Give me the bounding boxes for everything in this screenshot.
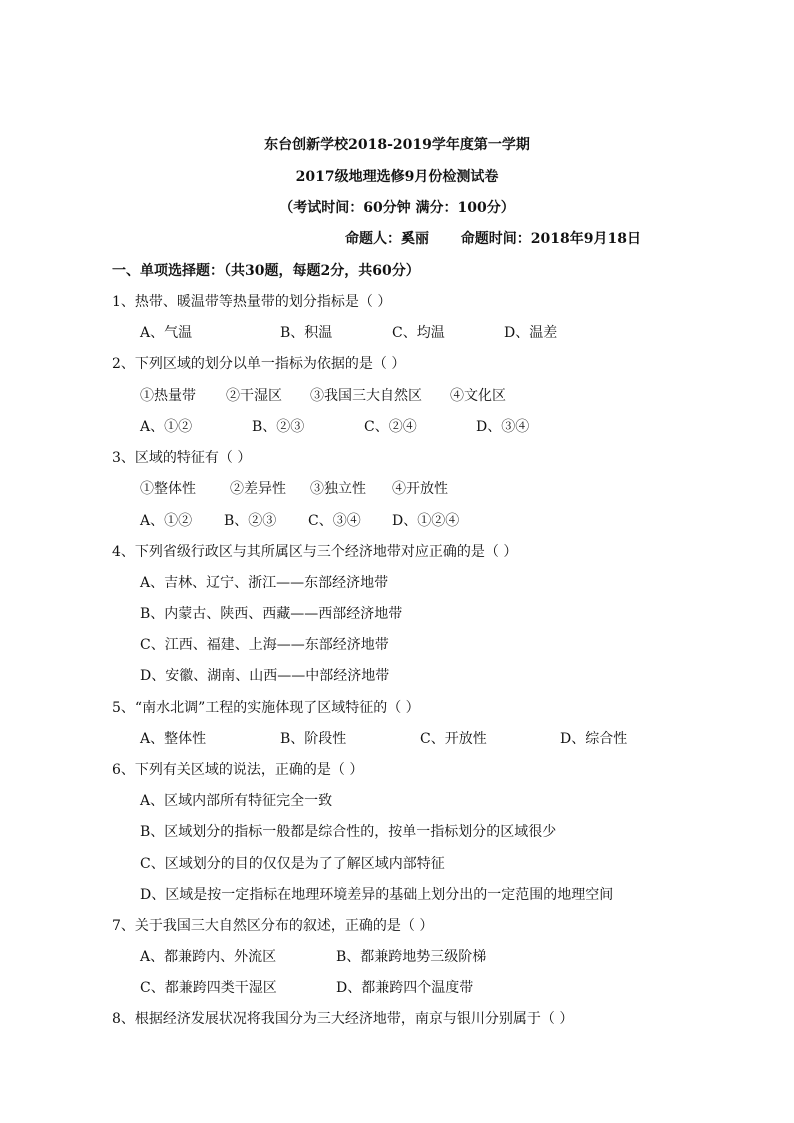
question-stem: 4、下列省级行政区与其所属区与三个经济地带对应正确的是（ ） bbox=[112, 544, 518, 560]
question-stem: 8、根据经济发展状况将我国分为三大经济地带，南京与银川分别属于（ ） bbox=[112, 1011, 574, 1027]
option: A、区域内部所有特征完全一致 bbox=[140, 793, 333, 809]
option: A、都兼跨内、外流区 bbox=[140, 949, 277, 965]
question-stem: 2、下列区域的划分以单一指标为依据的是（ ） bbox=[112, 356, 406, 372]
option: A、气温 bbox=[140, 325, 193, 341]
option: B、积温 bbox=[280, 325, 333, 341]
option: C、开放性 bbox=[420, 731, 487, 747]
statement-item: ④文化区 bbox=[450, 388, 506, 404]
option: C、均温 bbox=[392, 325, 445, 341]
option: B、区域划分的指标一般都是综合性的，按单一指标划分的区域很少 bbox=[140, 824, 557, 840]
option: D、都兼跨四个温度带 bbox=[336, 980, 474, 996]
school-title: 东台创新学校2018-2019学年度第一学期 bbox=[264, 137, 530, 153]
option: D、温差 bbox=[504, 325, 558, 341]
option: B、②③ bbox=[252, 419, 305, 435]
option: C、区域划分的目的仅仅是为了了解区域内部特征 bbox=[140, 856, 445, 872]
statement-item: ②干湿区 bbox=[226, 388, 282, 404]
option: D、安徽、湖南、山西——中部经济地带 bbox=[140, 668, 390, 684]
option: B、都兼跨地势三级阶梯 bbox=[336, 949, 487, 965]
author: 命题人：奚丽 bbox=[345, 231, 429, 247]
option: D、③④ bbox=[476, 419, 530, 435]
question-stem: 5、“南水北调”工程的实施体现了区域特征的（ ） bbox=[112, 700, 420, 716]
statement-item: ③我国三大自然区 bbox=[310, 388, 422, 404]
option: C、都兼跨四类干湿区 bbox=[140, 980, 277, 996]
exam-info: （考试时间：60分钟 满分：100分） bbox=[279, 200, 515, 216]
option: D、区域是按一定指标在地理环境差异的基础上划分出的一定范围的地理空间 bbox=[140, 887, 614, 903]
statement-item: ①整体性 bbox=[140, 481, 196, 497]
option: C、江西、福建、上海——东部经济地带 bbox=[140, 637, 389, 653]
option: A、①② bbox=[140, 419, 193, 435]
date: 命题时间：2018年9月18日 bbox=[460, 231, 641, 247]
statement-item: ④开放性 bbox=[392, 481, 448, 497]
option: A、整体性 bbox=[140, 731, 207, 747]
option: B、阶段性 bbox=[280, 731, 347, 747]
exam-meta bbox=[345, 228, 641, 248]
option: C、②④ bbox=[364, 419, 417, 435]
question-stem: 7、关于我国三大自然区分布的叙述，正确的是（ ） bbox=[112, 918, 434, 934]
question-stem: 1、热带、暖温带等热量带的划分指标是（ ） bbox=[112, 294, 392, 310]
option: A、①② bbox=[140, 513, 193, 529]
statement-item: ③独立性 bbox=[310, 481, 366, 497]
statement-item: ②差异性 bbox=[230, 481, 286, 497]
exam-title: 2017级地理选修9月份检测试卷 bbox=[295, 169, 499, 185]
option: B、②③ bbox=[224, 513, 277, 529]
section-title: 一、单项选择题：（共30题，每题2分，共60分） bbox=[112, 263, 420, 279]
statement-item: ①热量带 bbox=[140, 388, 196, 404]
question-stem: 6、下列有关区域的说法，正确的是（ ） bbox=[112, 762, 364, 778]
question-stem: 3、区域的特征有（ ） bbox=[112, 450, 252, 466]
option: C、③④ bbox=[308, 513, 361, 529]
option: D、①②④ bbox=[392, 513, 460, 529]
option: B、内蒙古、陕西、西藏——西部经济地带 bbox=[140, 606, 403, 622]
option: A、吉林、辽宁、浙江——东部经济地带 bbox=[140, 575, 389, 591]
option: D、综合性 bbox=[560, 731, 628, 747]
